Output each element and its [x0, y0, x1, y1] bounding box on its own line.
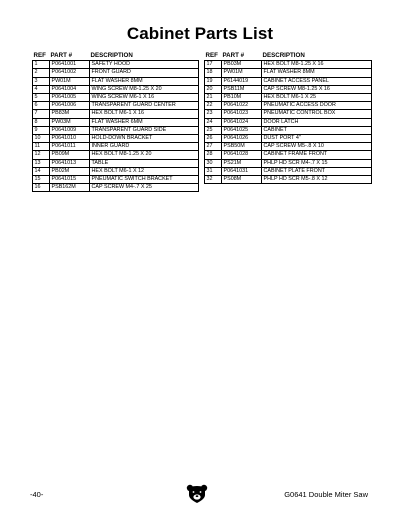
- ref-cell: 5: [33, 94, 50, 102]
- description-cell: FRONT GUARD: [90, 69, 199, 77]
- part-number-cell: P0641022: [222, 102, 262, 110]
- description-cell: HEX BOLT M8-1.25 X 20: [90, 151, 199, 159]
- part-number-cell: P0641013: [50, 159, 90, 167]
- description-cell: CABINET PLATE FRONT: [262, 167, 372, 175]
- table-row: [33, 118, 199, 126]
- part-number-cell: PW03M: [50, 118, 90, 126]
- ref-cell: 28: [205, 151, 222, 159]
- description-cell: HEX BOLT M6-1 X 16: [90, 110, 199, 118]
- parts-table-left-body: [33, 61, 199, 192]
- part-number-cell: P0641005: [50, 94, 90, 102]
- ref-cell: 27: [205, 143, 222, 151]
- table-row: [205, 69, 372, 77]
- ref-cell: 1: [33, 61, 50, 69]
- table-row: [33, 176, 199, 184]
- part-number-cell: PB10M: [222, 94, 262, 102]
- ref-cell: 22: [205, 102, 222, 110]
- table-row: [205, 126, 372, 134]
- description-cell: PNEUMATIC CONTROL BOX: [262, 110, 372, 118]
- description-cell: INNER GUARD: [90, 143, 199, 151]
- description-cell: WING SCREW M6-1 X 16: [90, 94, 199, 102]
- description-cell: CABINET: [262, 126, 372, 134]
- table-row: [205, 77, 372, 85]
- table-row: [205, 176, 372, 184]
- part-number-cell: P0641015: [50, 176, 90, 184]
- ref-cell: 32: [205, 176, 222, 184]
- part-header: PART #: [222, 52, 245, 59]
- description-cell: DUST PORT 4": [262, 135, 372, 143]
- part-number-cell: P0641002: [50, 69, 90, 77]
- description-header: DESCRIPTION: [90, 52, 133, 59]
- table-header-row: [33, 52, 199, 61]
- table-row: [33, 102, 199, 110]
- table-row: [33, 126, 199, 134]
- ref-cell: 6: [33, 102, 50, 110]
- table-row: [205, 167, 372, 175]
- table-row: [205, 135, 372, 143]
- description-cell: DOOR LATCH: [262, 118, 372, 126]
- ref-cell: 11: [33, 143, 50, 151]
- description-cell: TRANSPARENT GUARD SIDE: [90, 126, 199, 134]
- ref-cell: 24: [205, 118, 222, 126]
- part-number-cell: PW01M: [50, 77, 90, 85]
- part-number-cell: P0641025: [222, 126, 262, 134]
- part-number-cell: PB02M: [50, 167, 90, 175]
- parts-table-right: [204, 52, 372, 184]
- table-row: [205, 94, 372, 102]
- model-name: G0641 Double Miter Saw: [284, 490, 368, 499]
- table-row: [205, 118, 372, 126]
- table-row: [205, 151, 372, 159]
- parts-table-right-body: [205, 61, 372, 184]
- description-cell: PHLP HD SCR M5-.8 X 12: [262, 176, 372, 184]
- ref-header: REF: [33, 52, 46, 59]
- description-cell: CAP SCREW M4-.7 X 25: [90, 184, 199, 192]
- ref-cell: 17: [205, 61, 222, 69]
- description-cell: WING SCREW M8-1.25 X 20: [90, 85, 199, 93]
- ref-cell: 15: [33, 176, 50, 184]
- part-number-cell: P0641024: [222, 118, 262, 126]
- ref-cell: 20: [205, 85, 222, 93]
- table-row: [205, 143, 372, 151]
- description-cell: TRANSPARENT GUARD CENTER: [90, 102, 199, 110]
- ref-cell: 30: [205, 159, 222, 167]
- description-cell: PNEUMATIC SWITCH BRACKET: [90, 176, 199, 184]
- ref-cell: 13: [33, 159, 50, 167]
- part-number-cell: P0641028: [222, 151, 262, 159]
- table-row: [33, 69, 199, 77]
- description-cell: CABINET ACCESS PANEL: [262, 77, 372, 85]
- table-row: [33, 61, 199, 69]
- part-header: PART #: [50, 52, 73, 59]
- part-number-cell: P0641031: [222, 167, 262, 175]
- ref-cell: 2: [33, 69, 50, 77]
- table-row: [205, 159, 372, 167]
- ref-cell: 12: [33, 151, 50, 159]
- table-row: [205, 85, 372, 93]
- part-number-cell: P0641006: [50, 102, 90, 110]
- description-cell: PNEUMATIC ACCESS DOOR: [262, 102, 372, 110]
- table-row: [33, 94, 199, 102]
- table-row: [205, 110, 372, 118]
- ref-cell: 10: [33, 135, 50, 143]
- description-cell: HOLD-DOWN BRACKET: [90, 135, 199, 143]
- ref-cell: 4: [33, 85, 50, 93]
- ref-cell: 21: [205, 94, 222, 102]
- ref-cell: 19: [205, 77, 222, 85]
- table-row: [33, 151, 199, 159]
- ref-cell: 23: [205, 110, 222, 118]
- description-cell: FLAT WASHER 8MM: [262, 69, 372, 77]
- part-number-cell: P0641001: [50, 61, 90, 69]
- ref-cell: 26: [205, 135, 222, 143]
- description-cell: SAFETY HOOD: [90, 61, 199, 69]
- ref-cell: 14: [33, 167, 50, 175]
- bear-head-logo-icon: [186, 484, 208, 504]
- table-row: [33, 167, 199, 175]
- description-cell: FLAT WASHER 8MM: [90, 77, 199, 85]
- page-title: Cabinet Parts List: [126, 24, 274, 43]
- part-number-cell: PB83M: [50, 110, 90, 118]
- part-number-cell: P6144019: [222, 77, 262, 85]
- part-number-cell: P0641009: [50, 126, 90, 134]
- part-number-cell: PS21M: [222, 159, 262, 167]
- table-row: [33, 135, 199, 143]
- part-number-cell: P0641004: [50, 85, 90, 93]
- part-number-cell: PB09M: [50, 151, 90, 159]
- page-number: -40-: [30, 490, 44, 499]
- ref-cell: 25: [205, 126, 222, 134]
- table-row: [33, 77, 199, 85]
- ref-cell: 3: [33, 77, 50, 85]
- part-number-cell: P0641010: [50, 135, 90, 143]
- ref-cell: 16: [33, 184, 50, 192]
- part-number-cell: PSB50M: [222, 143, 262, 151]
- description-cell: CAP SCREW M8-1.25 X 16: [262, 85, 372, 93]
- description-cell: CABINET FRAME FRONT: [262, 151, 372, 159]
- part-number-cell: PW01M: [222, 69, 262, 77]
- description-cell: HEX BOLT M6-1 X 25: [262, 94, 372, 102]
- table-row: [33, 184, 199, 192]
- ref-cell: 9: [33, 126, 50, 134]
- part-number-cell: PSB11M: [222, 85, 262, 93]
- description-cell: CAP SCREW M5-.8 X 10: [262, 143, 372, 151]
- ref-header: REF: [205, 52, 218, 59]
- part-number-cell: PSB162M: [50, 184, 90, 192]
- table-row: [33, 143, 199, 151]
- description-cell: FLAT WASHER 6MM: [90, 118, 199, 126]
- parts-table-left: [32, 52, 199, 192]
- part-number-cell: PS08M: [222, 176, 262, 184]
- part-number-cell: P0641011: [50, 143, 90, 151]
- table-row: [205, 102, 372, 110]
- table-row: [33, 110, 199, 118]
- table-row: [33, 85, 199, 93]
- part-number-cell: P0641026: [222, 135, 262, 143]
- ref-cell: 18: [205, 69, 222, 77]
- ref-cell: 8: [33, 118, 50, 126]
- table-header-row: [205, 52, 372, 61]
- part-number-cell: PB03M: [222, 61, 262, 69]
- description-cell: PHLP HD SCR M4-.7 X 15: [262, 159, 372, 167]
- description-cell: HEX BOLT M8-1.25 X 16: [262, 61, 372, 69]
- ref-cell: 7: [33, 110, 50, 118]
- description-cell: HEX BOLT M6-1 X 12: [90, 167, 199, 175]
- part-number-cell: P0641023: [222, 110, 262, 118]
- table-row: [205, 61, 372, 69]
- table-row: [33, 159, 199, 167]
- ref-cell: 31: [205, 167, 222, 175]
- description-cell: TABLE: [90, 159, 199, 167]
- description-header: DESCRIPTION: [262, 52, 305, 59]
